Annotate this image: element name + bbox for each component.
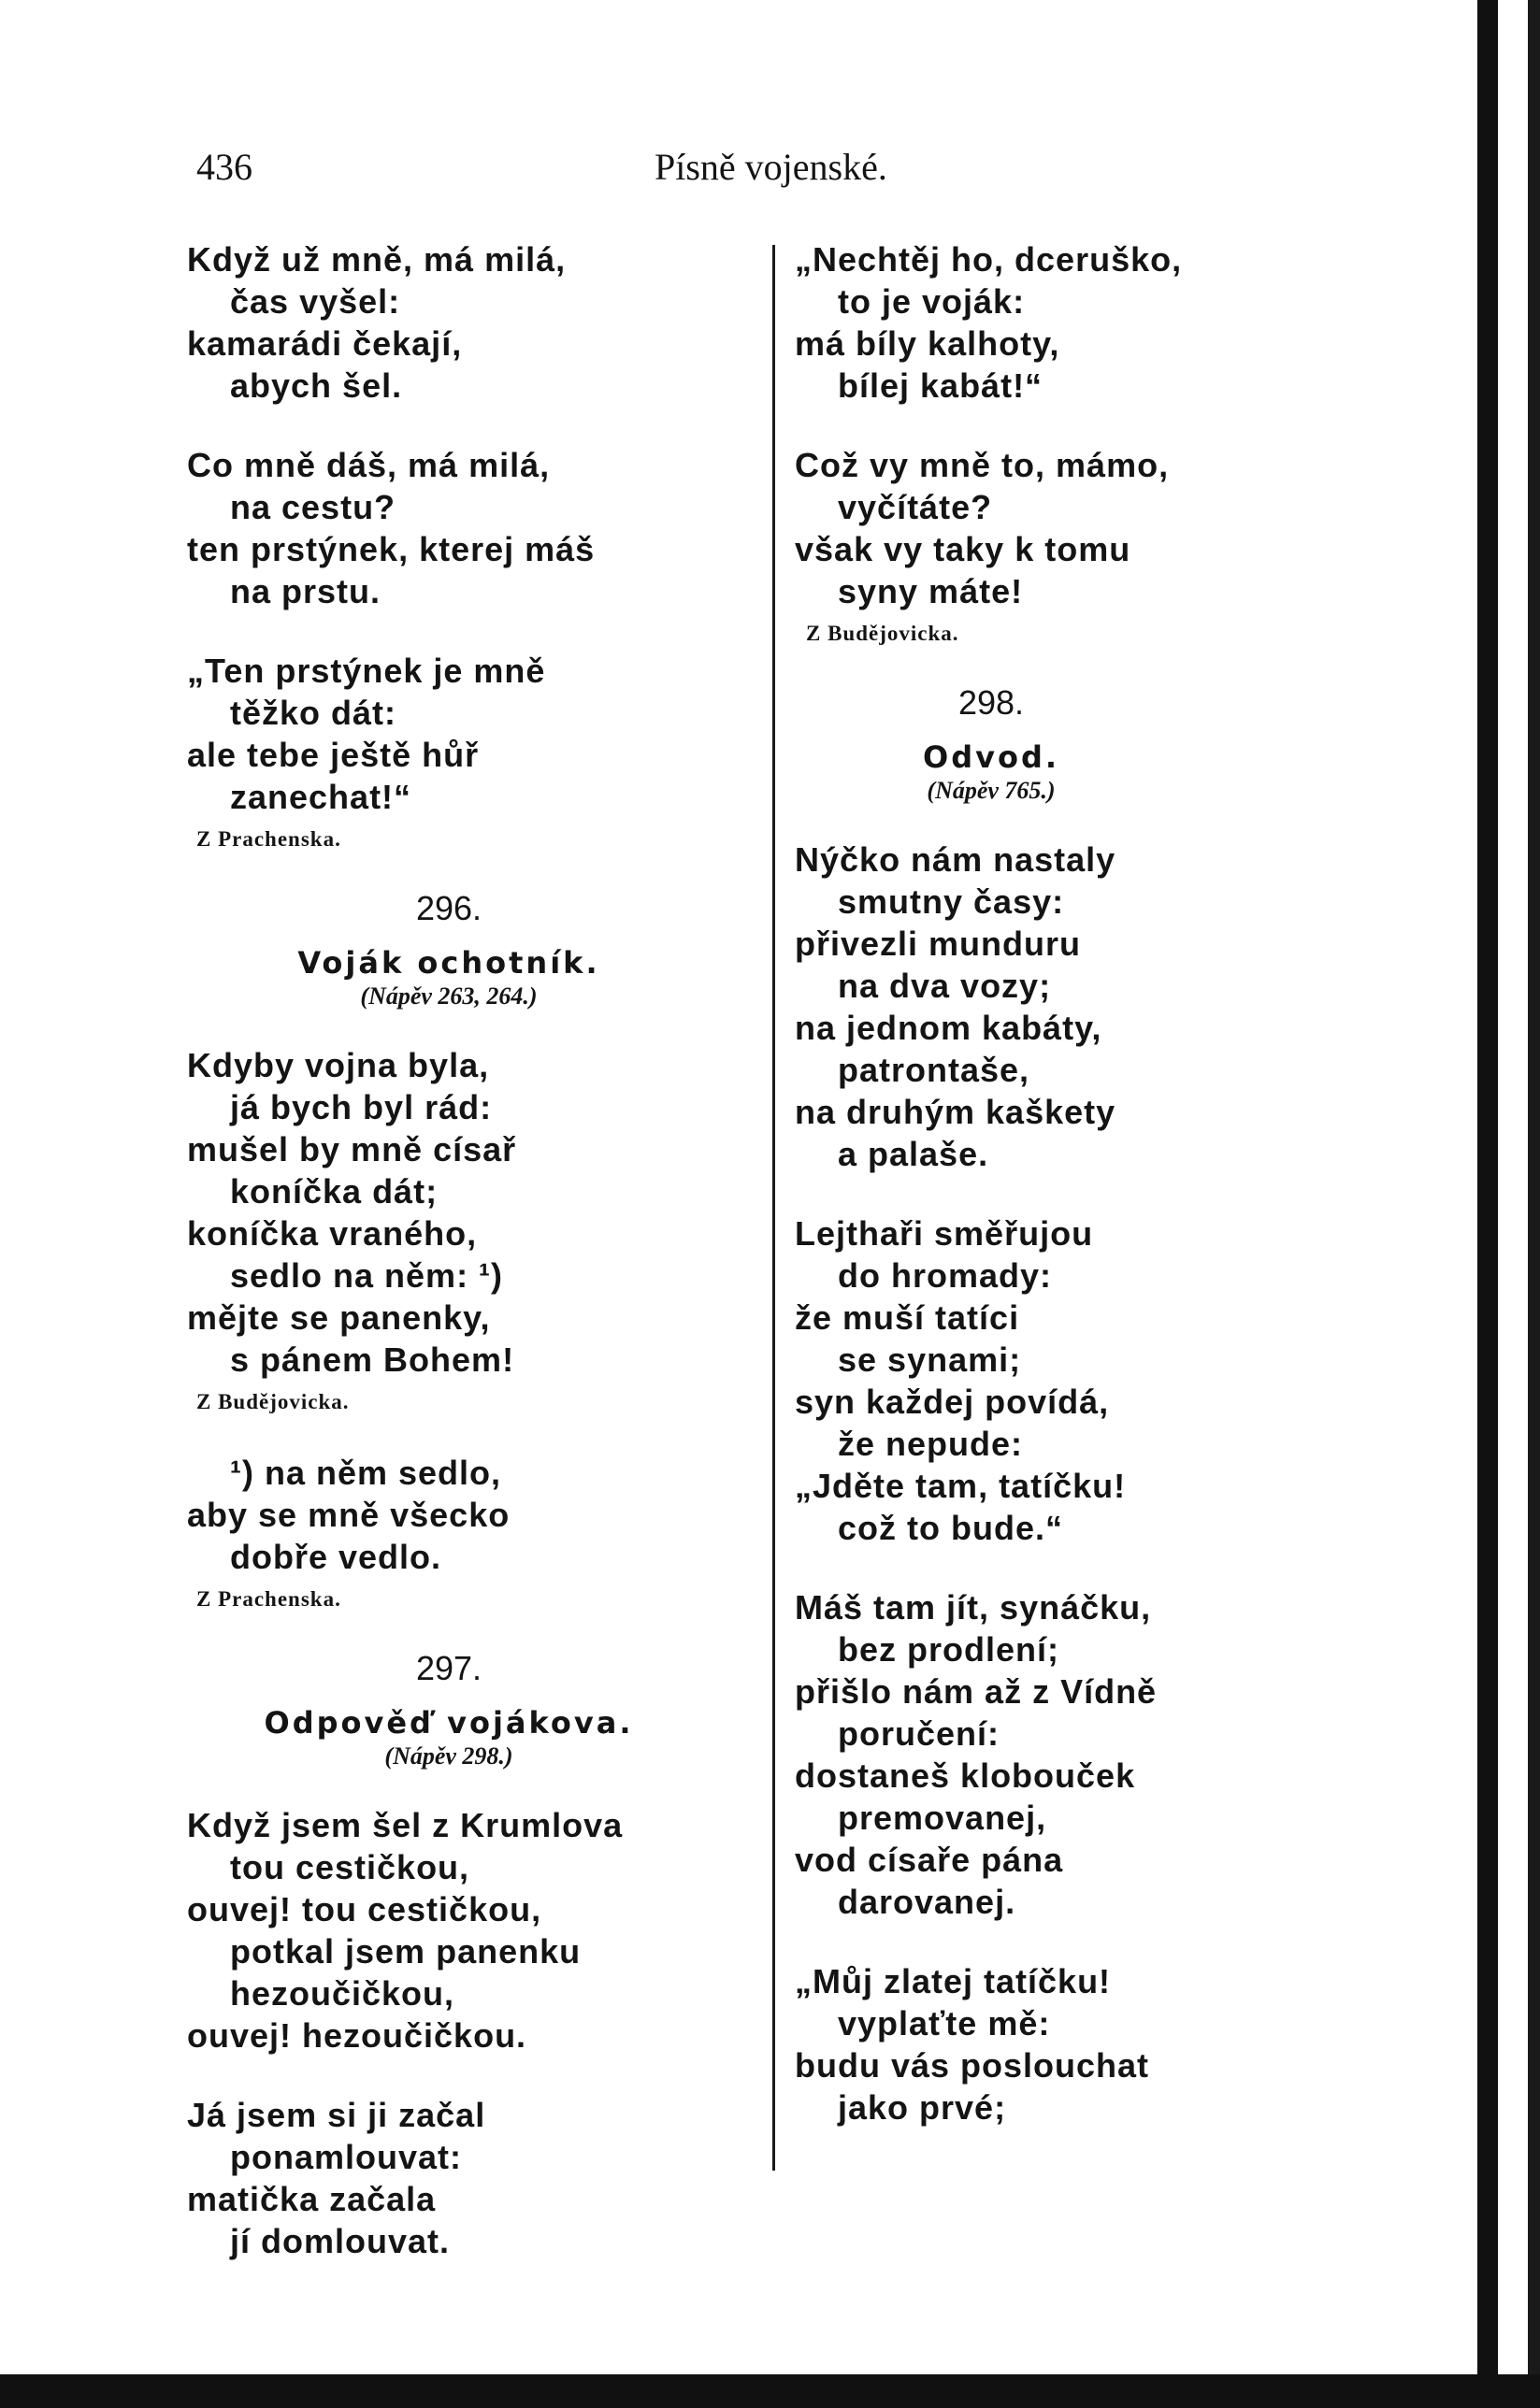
page-number: 436 xyxy=(196,146,252,188)
song-296 xyxy=(187,889,711,1010)
verse-line: Nýčko nám nastaly xyxy=(795,840,1116,879)
verse-line: patrontaše, xyxy=(838,1051,1030,1089)
verse-line: na jednom kabáty, xyxy=(795,1009,1102,1047)
verse-line: Máš tam jít, synáčku, xyxy=(795,1588,1152,1627)
verse-line: premovanej, xyxy=(838,1799,1047,1837)
verse-line: sedlo na něm: ¹) xyxy=(230,1256,504,1295)
source-note: Z Budějovicka. xyxy=(196,1390,350,1413)
verse-line: což to bude.“ xyxy=(838,1509,1063,1547)
verse-line: „Můj zlatej tatíčku! xyxy=(795,1962,1112,2000)
verse-line: na prstu. xyxy=(230,572,381,610)
verse-line: jako prvé; xyxy=(838,2088,1007,2127)
song-tune-reference: (Nápěv 765.) xyxy=(927,777,1056,804)
verse-line: vod císaře pána xyxy=(795,1841,1064,1879)
source-note: Z Prachenska. xyxy=(196,1587,341,1611)
stanza xyxy=(795,838,1318,1175)
verse-line: do hromady: xyxy=(838,1256,1053,1295)
verse-line: přišlo nám až z Vídně xyxy=(795,1672,1158,1711)
stanza-group xyxy=(795,838,1318,2128)
verse-line: Co mně dáš, má milá, xyxy=(187,446,551,484)
verse-line: mějte se panenky, xyxy=(187,1298,491,1337)
verse-line: Kdyby vojna byla, xyxy=(187,1046,490,1084)
verse-line: vyčítáte? xyxy=(838,488,993,526)
verse-line: dostaneš klobouček xyxy=(795,1756,1136,1795)
verse-line: hezoučičkou, xyxy=(230,1974,455,2013)
running-title: Písně vojenské. xyxy=(655,146,887,188)
verse-line: na druhým kaškety xyxy=(795,1093,1116,1131)
verse-line: zanechat!“ xyxy=(230,778,412,816)
verse-line: syny máte! xyxy=(838,572,1024,610)
stanza xyxy=(187,1044,785,1381)
verse-line: matička začala xyxy=(187,2180,437,2218)
song-number: 296. xyxy=(415,889,482,927)
verse-line: syn každej povídá, xyxy=(795,1383,1110,1421)
verse-line: já bych byl rád: xyxy=(230,1088,493,1126)
verse-line: koníčka vraného, xyxy=(187,1214,478,1253)
verse-line: těžko dát: xyxy=(230,694,397,732)
verse-line: abych šel. xyxy=(230,366,403,405)
verse-line: ouvej! hezoučičkou. xyxy=(187,2016,527,2055)
verse-line: má bíly kalhoty, xyxy=(795,324,1060,363)
stanza xyxy=(795,1960,1318,2128)
stanza-group xyxy=(187,1044,785,1381)
verse-line: Já jsem si ji začal xyxy=(187,2096,486,2134)
verse-line: ouvej! tou cestičkou, xyxy=(187,1890,542,1928)
verse-line: a palaše. xyxy=(838,1135,989,1173)
source-note: Z Budějovicka. xyxy=(806,622,959,645)
verse-line: že muší tatíci xyxy=(795,1298,1020,1337)
verse-line: Když jsem šel z Krumlova xyxy=(187,1806,624,1844)
song-tune-reference: (Nápěv 263, 264.) xyxy=(360,982,538,1010)
verse-line: na cestu? xyxy=(230,488,396,526)
stanza xyxy=(187,238,785,407)
scan-edge-right xyxy=(1477,0,1498,2408)
verse-line: kamarádi čekají, xyxy=(187,324,463,363)
left-column xyxy=(187,238,785,2300)
verse-line: vyplaťte mě: xyxy=(838,2004,1051,2042)
verse-line: bílej kabát!“ xyxy=(838,366,1043,405)
song-tune-reference: (Nápěv 298.) xyxy=(384,1742,513,1770)
verse-line: přivezli munduru xyxy=(795,924,1082,963)
stanza xyxy=(187,444,785,612)
verse-line: dobře vedlo. xyxy=(230,1538,442,1576)
stanza xyxy=(187,2094,785,2262)
song-number: 298. xyxy=(957,683,1025,722)
verse-line: mušel by mně císař xyxy=(187,1130,517,1168)
stanza-group xyxy=(187,238,785,818)
verse-line: „Jděte tam, tatíčku! xyxy=(795,1467,1127,1505)
song-title: Voják ochotník. xyxy=(297,945,600,981)
footnote xyxy=(187,1452,785,1578)
verse-line: Když už mně, má milá, xyxy=(187,240,567,279)
stanza-group xyxy=(187,1804,785,2262)
verse-line: „Ten prstýnek je mně xyxy=(187,652,546,690)
scan-edge-far-right xyxy=(1528,0,1540,2408)
verse-line: ¹) na něm sedlo, xyxy=(230,1454,502,1492)
verse-line: ponamlouvat: xyxy=(230,2138,463,2176)
verse-line: darovanej. xyxy=(838,1883,1016,1921)
stanza xyxy=(795,444,1318,612)
verse-line: ten prstýnek, kterej máš xyxy=(187,530,596,568)
verse-line: smutny časy: xyxy=(838,882,1065,921)
song-297 xyxy=(187,1649,711,1770)
right-column xyxy=(795,238,1318,2166)
stanza-group xyxy=(795,238,1318,612)
verse-line: budu vás poslouchat xyxy=(795,2046,1150,2085)
verse-line: bez prodlení; xyxy=(838,1630,1059,1669)
source-note: Z Prachenska. xyxy=(196,827,341,851)
stanza xyxy=(795,238,1318,407)
verse-line: s pánem Bohem! xyxy=(230,1340,515,1379)
verse-line: tou cestičkou, xyxy=(230,1848,470,1886)
song-title: Odpověď vojákova. xyxy=(264,1705,634,1741)
verse-line: však vy taky k tomu xyxy=(795,530,1131,568)
song-number: 297. xyxy=(415,1649,482,1687)
verse-line: aby se mně všecko xyxy=(187,1496,511,1534)
verse-line: potkal jsem panenku xyxy=(230,1932,582,1971)
stanza xyxy=(795,1212,1318,1549)
song-298 xyxy=(795,683,1187,805)
verse-line: jí domlouvat. xyxy=(230,2222,451,2260)
verse-line: ale tebe ještě hůř xyxy=(187,736,480,774)
page-header xyxy=(0,145,935,201)
verse-line: koníčka dát; xyxy=(230,1172,439,1211)
stanza xyxy=(187,650,785,818)
verse-line: Lejthaři směřujou xyxy=(795,1214,1094,1253)
stanza xyxy=(795,1586,1318,1923)
verse-line: se synami; xyxy=(838,1340,1022,1379)
stanza xyxy=(187,1804,785,2057)
verse-line: na dva vozy; xyxy=(838,967,1052,1005)
verse-line: Což vy mně to, mámo, xyxy=(795,446,1170,484)
verse-line: čas vyšel: xyxy=(230,282,401,321)
verse-line: poručení: xyxy=(838,1714,1000,1753)
song-title: Odvod. xyxy=(922,739,1059,775)
scan-edge-bottom xyxy=(0,2374,1540,2408)
verse-line: že nepude: xyxy=(838,1425,1024,1463)
verse-line: „Nechtěj ho, dceruško, xyxy=(795,240,1183,279)
verse-line: to je voják: xyxy=(838,282,1026,321)
